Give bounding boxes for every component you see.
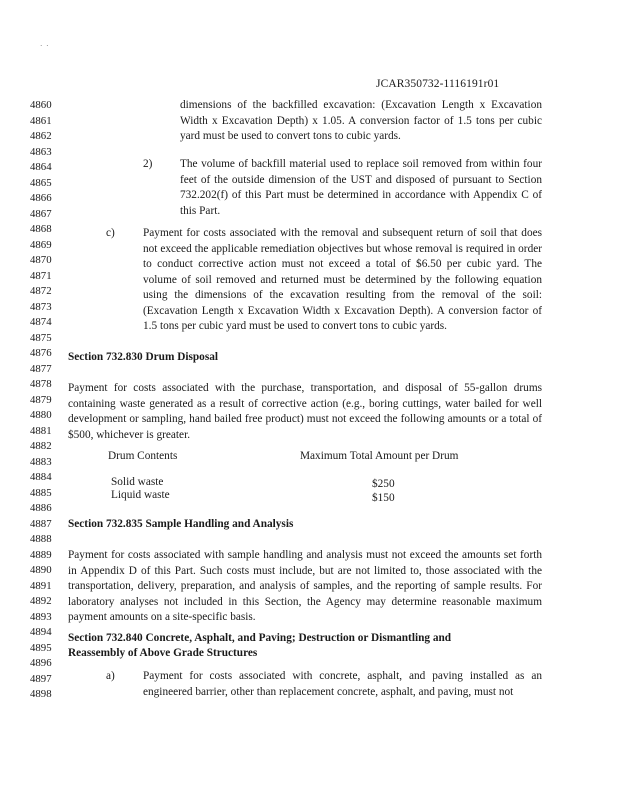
line-number: 4886: [30, 502, 52, 514]
line-number: 4888: [30, 533, 52, 545]
line-number: 4897: [30, 672, 52, 685]
line-number: 4893: [30, 610, 52, 623]
line-number: 4875: [30, 331, 52, 344]
line-number: 4895: [30, 641, 52, 654]
item-2-text: The volume of backfill material used to replace soil removed from within four feet of the outside dimension of the UST and disposed of pursuant to Section 732.202(f) of this Part must be determined in accordance with Appendix C of this Part.: [180, 158, 542, 217]
line-number-column: [30, 98, 56, 703]
line-number: 4880: [30, 409, 52, 421]
line-number: 4866: [30, 192, 52, 204]
continued-paragraph: [180, 98, 542, 145]
drum-table-row-liquid-amount: $150: [372, 492, 395, 504]
section-835-text: Payment for costs associated with sample handling and analysis must not exceed the amounts set forth in Appendix D of this Part. Such costs must include, but are not limited to, those associated with the transportation, delivery, preparation, and analysis of samples, and the reporting of sample results. For laboratory analyses not included in this Section, the Agency may determine reasonable maximum payment amounts on a site-specific basis.: [68, 549, 542, 623]
line-number: 4878: [30, 378, 52, 390]
line-number: 4894: [30, 626, 52, 638]
line-number: 4865: [30, 176, 52, 189]
line-number: 4887: [30, 517, 52, 530]
item-a-label: a): [106, 670, 115, 682]
section-835-paragraph: [68, 548, 542, 626]
drum-table-row-solid-amount: $250: [372, 478, 395, 490]
drum-table-row-liquid-contents: Liquid waste: [111, 489, 170, 501]
section-840-heading-line1: Section 732.840 Concrete, Asphalt, and Paving; Destruction or Dismantling and: [68, 632, 452, 644]
line-number: 4870: [30, 254, 52, 266]
line-number: 4882: [30, 440, 52, 452]
line-number: 4867: [30, 207, 52, 220]
line-number: 4884: [30, 471, 52, 483]
line-number: 4873: [30, 300, 52, 313]
line-number: 4898: [30, 688, 52, 700]
line-number: 4876: [30, 347, 52, 359]
line-number: 4864: [30, 161, 52, 173]
section-835-heading: Section 732.835 Sample Handling and Analysis: [68, 518, 294, 530]
line-number: 4877: [30, 362, 52, 375]
item-a-text: Payment for costs associated with concrete, asphalt, and paving installed as an engineered barrier, other than replacement concrete, asphalt, and paving, must not: [143, 670, 542, 698]
section-830-paragraph: [68, 381, 542, 443]
line-number: 4869: [30, 238, 52, 251]
line-number: 4860: [30, 99, 52, 111]
item-2-label: 2): [143, 158, 153, 170]
line-number: 4890: [30, 564, 52, 576]
line-number: 4861: [30, 114, 52, 127]
line-number: 4862: [30, 130, 52, 142]
line-number: 4896: [30, 657, 52, 669]
item-c-label: c): [106, 227, 115, 239]
line-number: 4881: [30, 424, 52, 437]
line-number: 4868: [30, 223, 52, 235]
drum-table-row-solid-contents: Solid waste: [111, 476, 164, 488]
line-number: 4892: [30, 595, 52, 607]
document-id: JCAR350732-1116191r01: [376, 78, 500, 90]
line-number: 4874: [30, 316, 52, 328]
drum-table-header-contents: Drum Contents: [108, 450, 178, 462]
line-number: 4883: [30, 455, 52, 468]
item-2-paragraph: [180, 157, 542, 219]
item-a-paragraph: [143, 669, 542, 700]
line-number: 4889: [30, 548, 52, 561]
scan-mark: · ·: [40, 42, 50, 50]
line-number: 4871: [30, 269, 52, 282]
section-830-text: Payment for costs associated with the purchase, transportation, and disposal of 55-gallon drums containing waste generated as a result of corrective action (e.g., boring cuttings, water bailed for well development or sampling, hand bailed free product) must not exceed the following amounts or a total of $500, whichever is greater.: [68, 382, 542, 441]
line-number: 4879: [30, 393, 52, 406]
section-830-heading: Section 732.830 Drum Disposal: [68, 351, 219, 363]
item-c-paragraph: [143, 226, 542, 335]
line-number: 4885: [30, 486, 52, 499]
line-number: 4863: [30, 145, 52, 158]
continued-paragraph-text: dimensions of the backfilled excavation: (Excavation Length x Excavation Width x Excavation Depth) x 1.05. A conversion factor of 1.5 tons per cubic yard must be used to convert tons to cubic yards.: [180, 99, 542, 142]
section-840-heading-line2: Reassembly of Above Grade Structures: [68, 647, 258, 659]
line-number: 4891: [30, 579, 52, 592]
item-c-text: Payment for costs associated with the removal and subsequent return of soil that does not exceed the applicable remediation objectives but whose removal is required in order to conduct corrective action must not exceed a total of $6.50 per cubic yard. The volume of soil removed and returned must be determined by the following equation using the dimensions of the excavation resulting from the removal of the soil: (Excavation Length x Excavation Width x Excavation Depth). A conversion factor of 1.5 tons per cubic yard must be used to convert tons to cubic yards.: [143, 227, 542, 332]
drum-table-header-amount: Maximum Total Amount per Drum: [300, 450, 459, 462]
line-number: 4872: [30, 285, 52, 297]
